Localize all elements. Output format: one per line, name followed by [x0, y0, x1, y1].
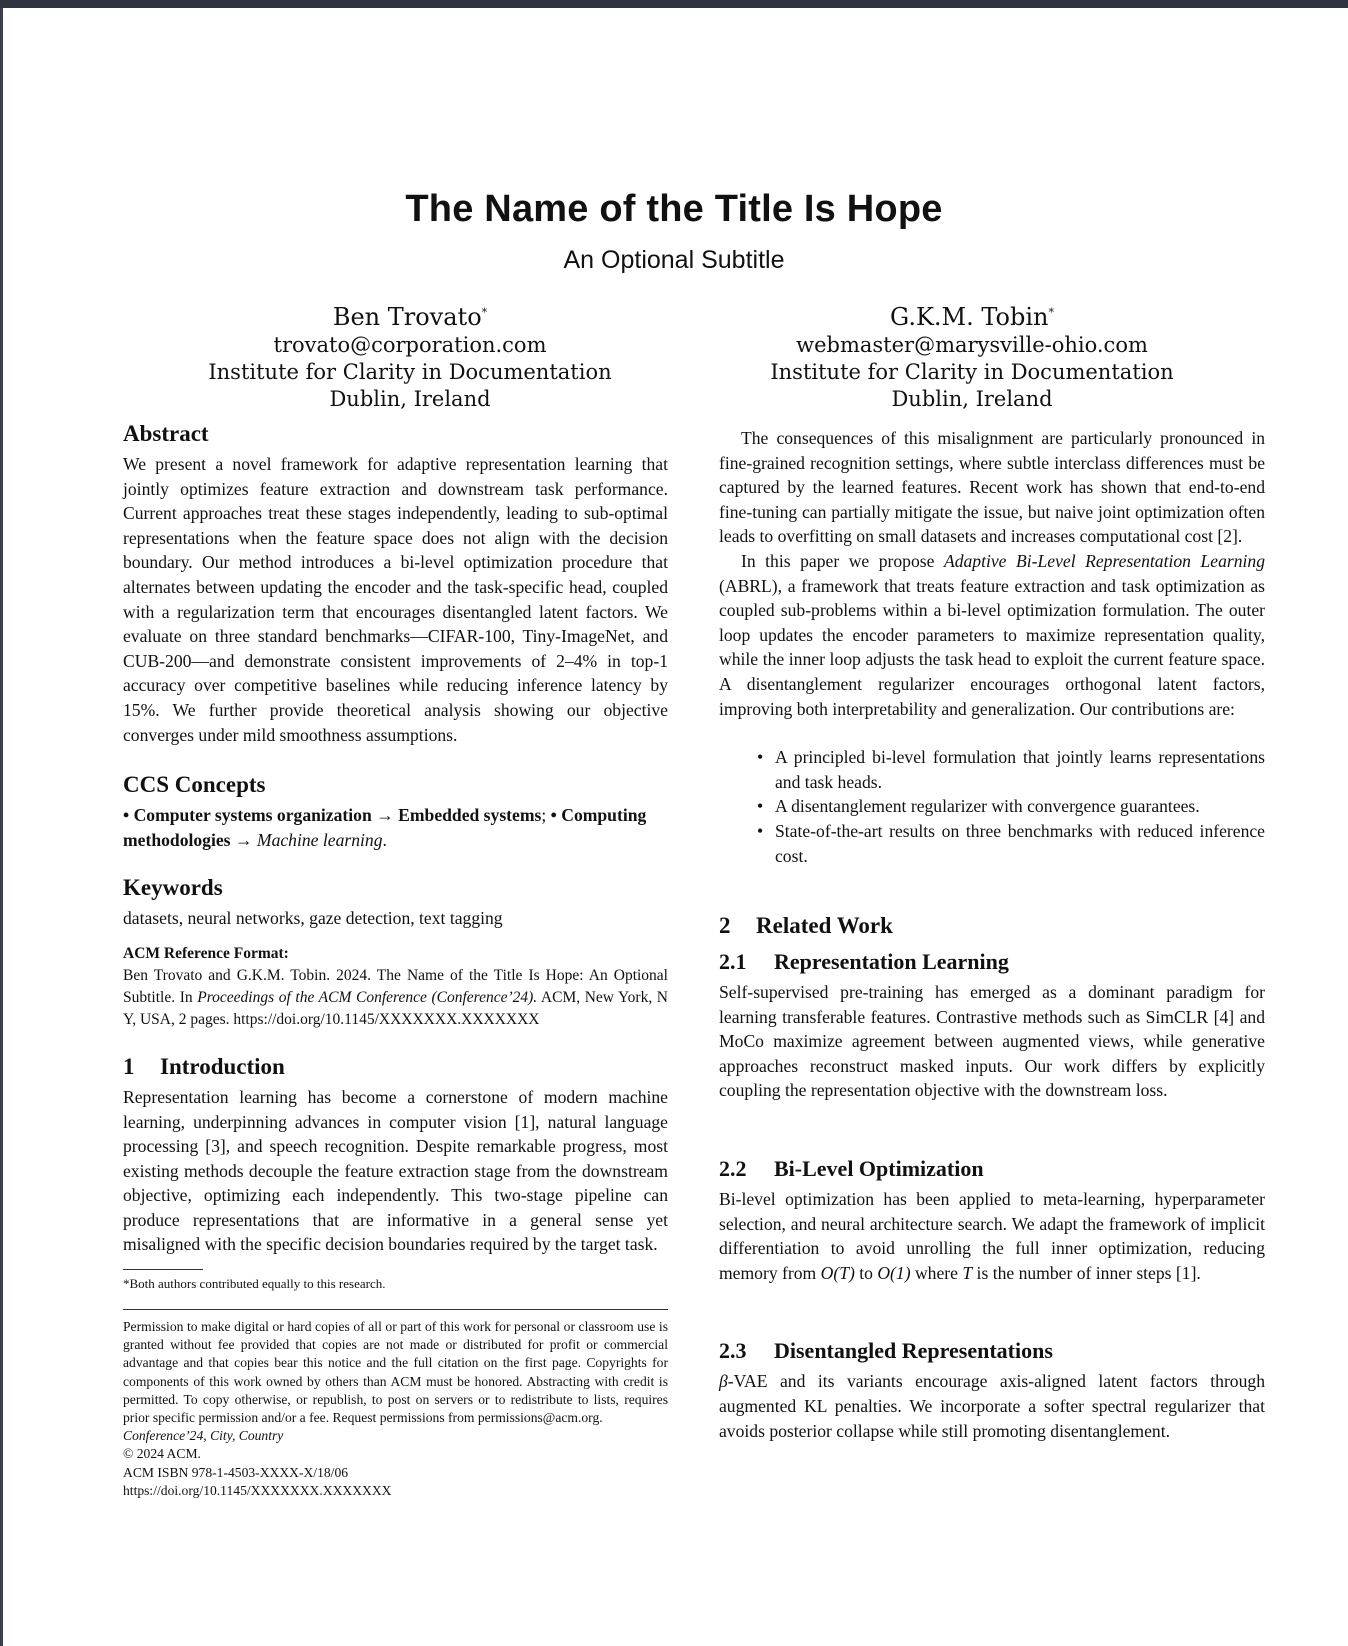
author-block-2 — [692, 298, 1252, 413]
permission-conference: Conference’24, City, Country — [123, 1428, 284, 1444]
author-affiliation: Institute for Clarity in Documentation — [770, 360, 1174, 384]
subsection-text: Bi-level optimization has been applied to meta-learning, hyperparameter selection, and neural architecture search. We adapt the framework of implicit differentiation to avoid unrolling the full inner optimization, reducing memory from O(T) to O(1) where T is the number of inner steps [1]. — [719, 1189, 1265, 1283]
permission-rule — [123, 1309, 668, 1310]
list-item: • State-of-the-art results on three benchmarks with reduced inference cost. — [775, 819, 1265, 868]
ccs-concepts: • Computer systems organization → Embedded systems; • Computing methodologies → Machine learning. — [123, 805, 647, 850]
paper-subtitle: An Optional Subtitle — [563, 246, 785, 274]
list-item: • A disentanglement regularizer with convergence guarantees. — [775, 794, 1265, 819]
footnote-rule — [123, 1269, 203, 1270]
subsection-text: β-VAE and its variants encourage axis-aligned latent factors through augmented KL penalties. We incorporate a softer spectral regularizer that avoids posterior collapse while still promoting disentanglement. — [719, 1371, 1265, 1441]
intro-heading: 1 Introduction — [123, 1053, 285, 1079]
author-affiliation: Institute for Clarity in Documentation — [208, 360, 612, 384]
contributions-list — [719, 745, 1265, 868]
acm-reference-heading: ACM Reference Format: — [123, 944, 289, 962]
subsection-heading: 2.3 Disentangled Representations — [719, 1338, 1053, 1364]
abstract-text: We present a novel framework for adaptive representation learning that jointly optimizes feature extraction and downstream task performance. Current approaches treat these stages independently, leading to sub-optimal representations when the feature space does not align with the decision boundary. Our method introduces a bi-level optimization procedure that alternates between updating the encoder and the task-specific head, coupled with a regularization term that encourages disentangled latent factors. We evaluate on three standard benchmarks—CIFAR-100, Tiny-ImageNet, and CUB-200—and demonstrate consistent improvements of 2–4% in top-1 accuracy over competitive baselines while reducing inference latency by 15%. We further provide theoretical analysis showing our objective converges under mild smoothness assumptions. — [123, 454, 668, 745]
intro-text: Representation learning has become a cornerstone of modern machine learning, underpinning advances in computer vision [1], natural language processing [3], and speech recognition. Despite remarkable progress, most existing methods decouple the feature extraction stage from the downstream objective, optimizing each independently. This two-stage pipeline can produce representations that are informative in a general sense yet misaligned with the specific decision boundaries required by the target task. — [123, 1086, 668, 1255]
related-work-heading: 2 Related Work — [719, 913, 893, 939]
permission-copyright: © 2024 ACM. — [123, 1446, 201, 1462]
subsection-heading: 2.2 Bi-Level Optimization — [719, 1156, 984, 1182]
list-item: • A principled bi-level formulation that jointly learns representations and task heads. — [775, 745, 1265, 794]
footnote-text: *Both authors contributed equally to this research. — [123, 1276, 386, 1292]
author-email: webmaster@marysville-ohio.com — [796, 333, 1148, 357]
author-block-1 — [130, 298, 690, 413]
permission-text: Permission to make digital or hard copies of all or part of this work for personal or classroom use is granted without fee provided that copies are not made or distributed for profit or commercial advantage and that copies bear this notice and the full citation on the first page. Copyrights for components of this work owned by others than ACM must be honored. Abstracting with credit is permitted. To copy otherwise, or republish, to post on servers or to redistribute to lists, requires prior specific permission and/or a fee. Request permissions from permissions@acm.org. — [123, 1319, 668, 1426]
permission-isbn: ACM ISBN 978-1-4503-XXXX-X/18/06 — [123, 1464, 349, 1480]
permission-block — [123, 1318, 668, 1500]
ccs-heading: CCS Concepts — [123, 772, 266, 798]
keywords-text: datasets, neural networks, gaze detection, text tagging — [123, 908, 503, 929]
intro-para-3: In this paper we propose Adaptive Bi-Level Representation Learning (ABRL), a framework that treats feature extraction and task optimization as coupled sub-problems within a bi-level optimization formulation. The outer loop updates the encoder parameters to maximize representation quality, while the inner loop adjusts the task head to exploit the current feature space. A disentanglement regularizer encourages orthogonal latent factors, improving both interpretability and generalization. Our contributions are: — [719, 550, 1266, 719]
abstract-heading: Abstract — [123, 421, 209, 446]
subsection-text: Self-supervised pre-training has emerged as a dominant paradigm for learning transferable features. Contrastive methods such as SimCLR [4] and MoCo maximize agreement between augmented views, while generative approaches reconstruct masked inputs. Our work differs by explicitly coupling the representation objective with the downstream loss. — [719, 982, 1265, 1101]
permission-doi: https://doi.org/10.1145/XXXXXXX.XXXXXXX — [123, 1482, 392, 1498]
author-name: G.K.M. Tobin* — [890, 303, 1054, 331]
author-location: Dublin, Ireland — [329, 387, 491, 411]
keywords-heading: Keywords — [123, 875, 223, 901]
left-column — [123, 420, 668, 1500]
author-name: Ben Trovato* — [332, 303, 488, 331]
author-location: Dublin, Ireland — [891, 387, 1053, 411]
acm-reference-text: Ben Trovato and G.K.M. Tobin. 2024. The Name of the Title Is Hope: An Optional Subtitle. In Proceedings of the ACM Conference (Conference’24). ACM, New York, NY, USA, 2 pages. https://doi.org/10.1145/XXXXXXX.XXXXXXX — [123, 966, 669, 1028]
subsection-heading: 2.1 Representation Learning — [719, 949, 1009, 975]
intro-para-2: The consequences of this misalignment are particularly pronounced in fine-grained recognition settings, where subtle interclass differences must be captured by the learned features. Recent work has shown that end-to-end fine-tuning can partially mitigate the issue, but naive joint optimization often leads to overfitting on small datasets and increases computational cost [2]. — [719, 428, 1265, 547]
paper-title: The Name of the Title Is Hope — [405, 188, 943, 230]
author-email: trovato@corporation.com — [273, 333, 547, 357]
right-column — [719, 426, 1265, 1443]
